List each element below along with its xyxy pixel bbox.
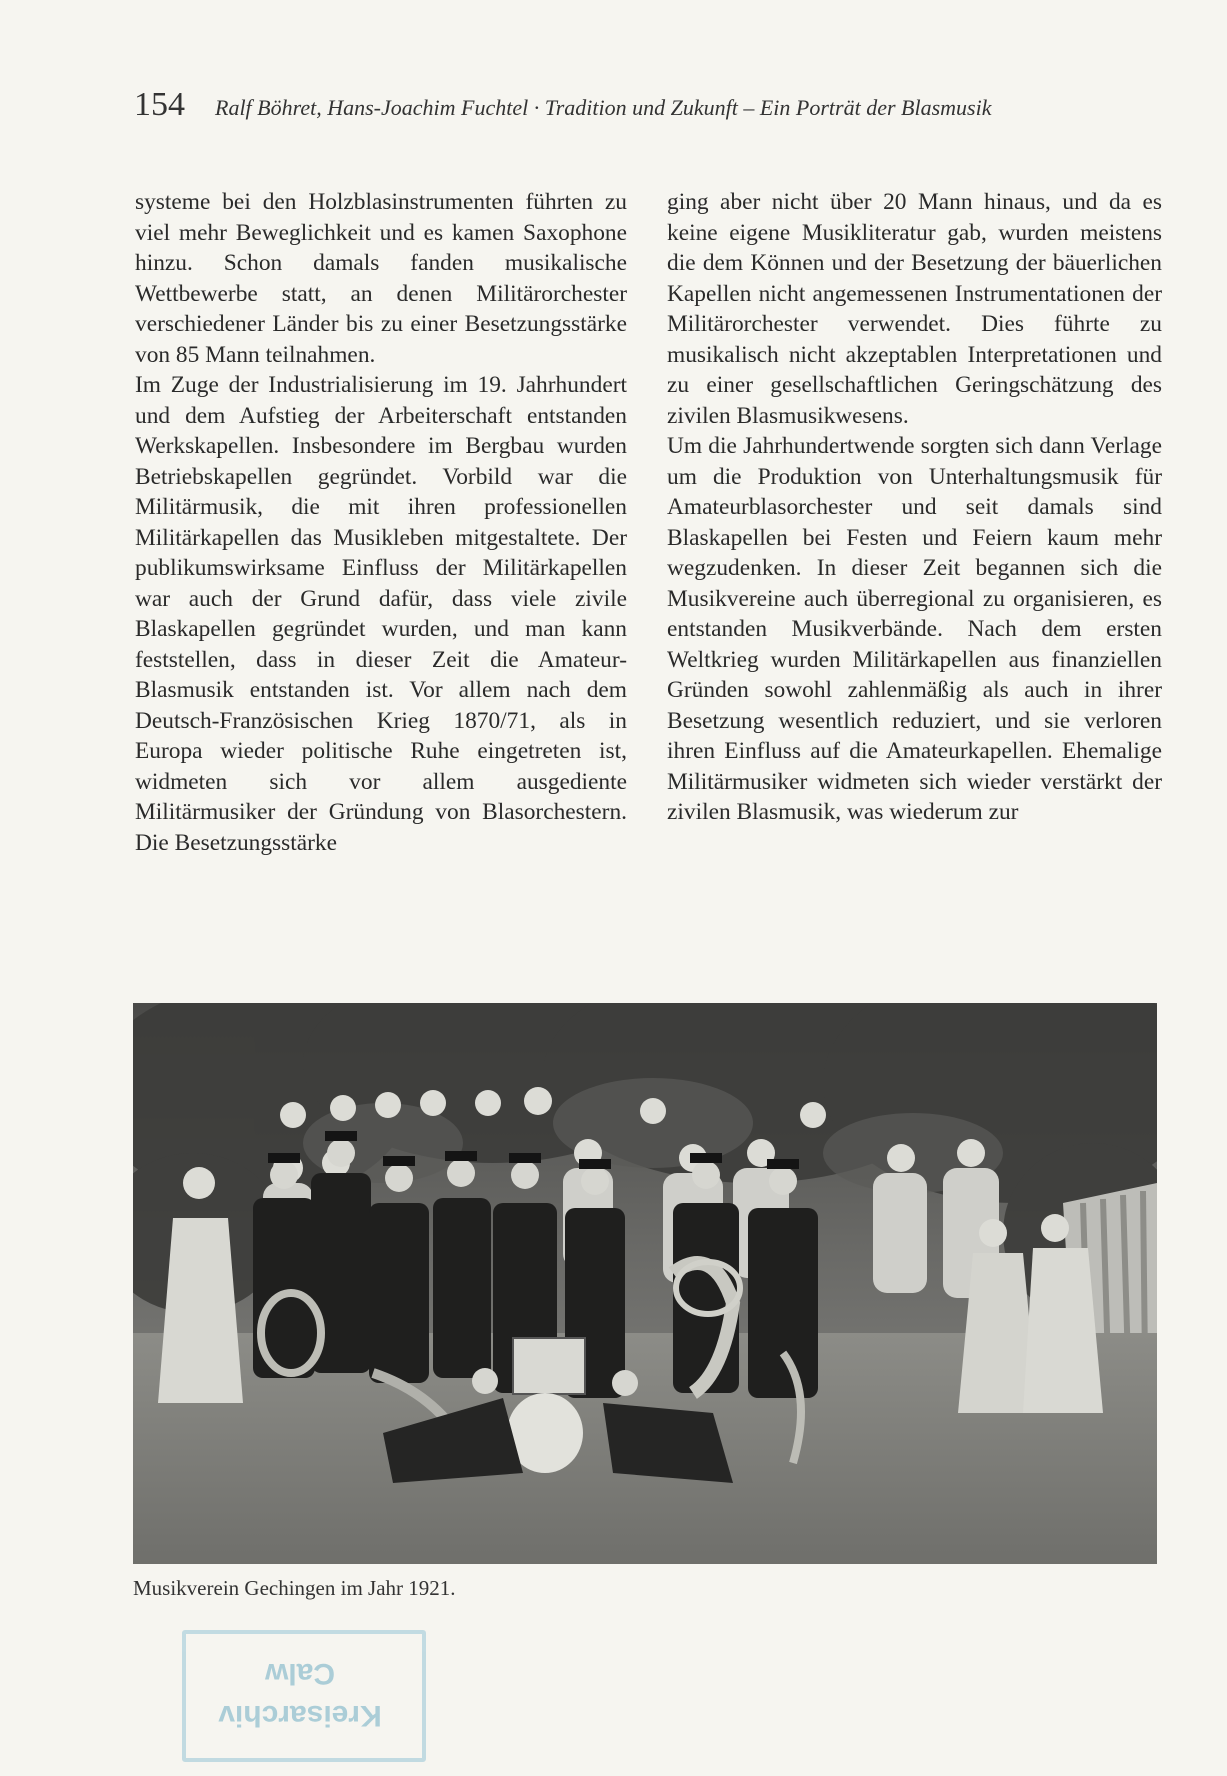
archive-stamp — [182, 1630, 426, 1762]
figure-caption: Musikverein Gechingen im Jahr 1921. — [133, 1576, 456, 1600]
page-number: 154 — [134, 86, 185, 123]
svg-text:Kreisarchiv: Kreisarchiv — [218, 1699, 382, 1732]
left-column — [135, 187, 627, 967]
band-photo — [133, 1003, 1157, 1564]
paragraph: Im Zuge der Industrialisierung im 19. Jahrhundert und dem Aufstieg der Arbeiterschaft entstanden Werkskapellen. Insbesondere im Bergbau wurden Betriebskapellen gegründet. Vorbild war die Militärmusik, die mit ihren professionellen Militärkapellen das Musikleben mitgestaltete. Der publikumswirksame Einfluss der Militärkapellen war auch der Grund dafür, dass viele zivile Blaskapellen gegründet wurden, und man kann feststellen, dass in dieser Zeit die Amateur-Blasmusik entstanden ist. Vor allem nach dem Deutsch-Französischen Krieg 1870/71, als in Europa wieder politische Ruhe eingetreten ist, widmeten sich vor allem ausgediente Militärmusiker der Gründung von Blasorchestern. Die Besetzungsstärke — [135, 372, 627, 856]
paragraph: systeme bei den Holzblasinstrumenten führten zu viel mehr Beweglichkeit und es kamen Saxophone hinzu. Schon damals fanden musikalische Wettbewerbe statt, an denen Militärorchester verschiedener Länder bis zu einer Besetzungsstärke von 85 Mann teilnahmen. — [135, 189, 627, 368]
svg-text:Calw: Calw — [264, 1657, 336, 1690]
running-head: Ralf Böhret, Hans-Joachim Fuchtel · Tradition und Zukunft – Ein Porträt der Blasmusik — [215, 95, 992, 120]
right-column — [667, 187, 1162, 967]
paragraph: ging aber nicht über 20 Mann hinaus, und da es keine eigene Musikliteratur gab, wurden meistens die dem Können und der Besetzung der bäuerlichen Kapellen nicht angemessenen Instrumentationen der Militärorchester verwendet. Dies führte zu musikalisch nicht akzeptablen Interpretationen und zu einer gesellschaftlichen Geringschätzung des zivilen Blasmusikwesens. — [667, 189, 1162, 429]
paragraph: Um die Jahrhundertwende sorgten sich dann Verlage um die Produktion von Unterhaltungsmusik für Amateurblasorchester und seit damals sind Blaskapellen bei Festen und Feiern kaum mehr wegzudenken. In dieser Zeit begannen sich die Musikvereine auch überregional zu organisieren, es entstanden Musikverbände. Nach dem ersten Weltkrieg wurden Militärkapellen aus finanziellen Gründen sowohl zahlenmäßig als auch in ihrer Besetzung wesentlich reduziert, und sie verloren ihren Einfluss auf die Amateurkapellen. Ehemalige Militärmusiker widmeten sich wieder verstärkt der zivilen Blasmusik, was wiederum zur — [667, 433, 1162, 825]
page-header — [134, 86, 1164, 126]
